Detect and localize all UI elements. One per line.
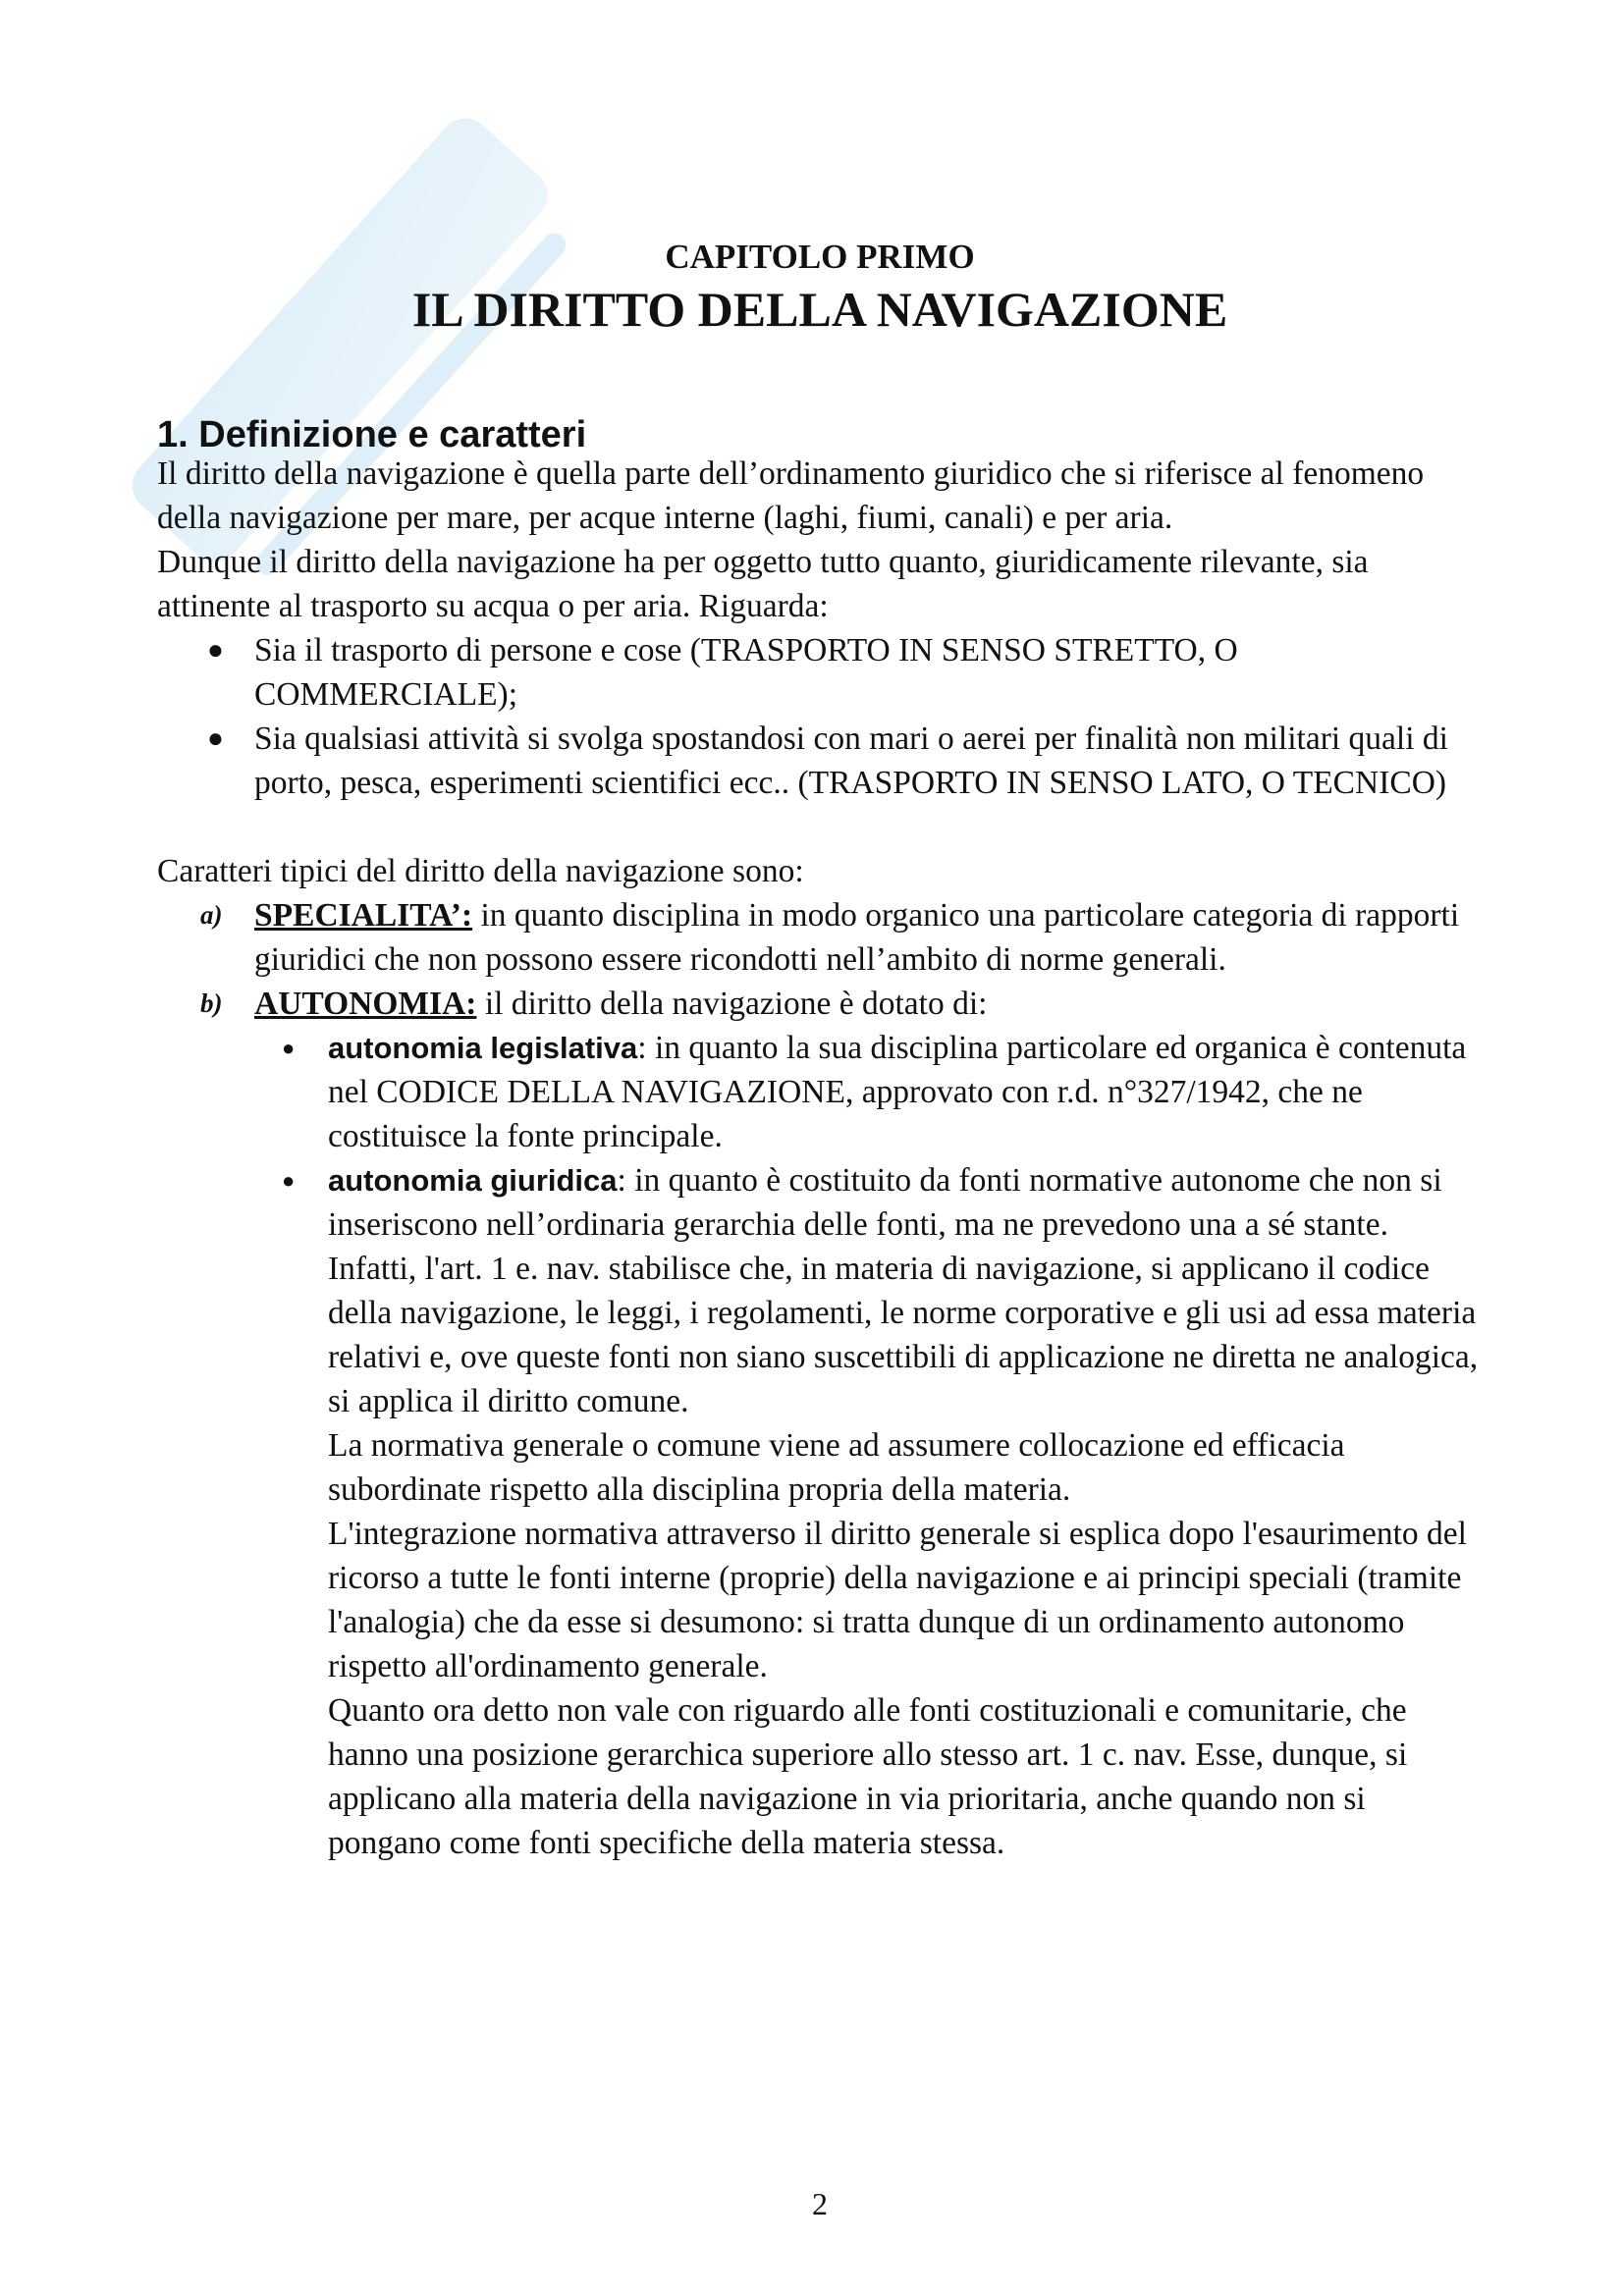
chapter-label: CAPITOLO PRIMO: [665, 238, 975, 276]
bullet-icon: ●: [282, 1036, 296, 1060]
list-item-text: Sia qualsiasi attività si svolga spostandosi con mari o aerei per finalità non militari quali di porto, pesca, esperimenti scientifici ecc.. (TRASPORTO IN SENSO LATO, O TECNICO): [254, 721, 1448, 801]
list-item: [207, 717, 1483, 805]
sub-text: : in quanto è costituito da fonti normative autonome che non si inseriscono nell’ordinaria gerarchia delle fonti, ma ne prevedono una a sé stante. Infatti, l'art. 1 e. nav. stabilisce che, in materia di navigazione, si applicano il codice della navigazione, le leggi, i regolamenti, le norme corporative e gli usi ad essa materia relativi e, ove queste fonti non siano suscettibili di applicazione ne diretta ne analogica, si applica il diritto comune.: [328, 1162, 1479, 1419]
document-body: [157, 452, 1483, 1865]
paragraph-spacer: [157, 805, 1483, 849]
transport-bullet-list: [157, 628, 1483, 805]
sub-paragraph: L'integrazione normativa attraverso il diritto generale si esplica dopo l'esaurimento del ricorso a tutte le fonti interne (proprie) della navigazione e ai principi speciali (tramite l'analogia) che da esse si desumono: si tratta dunque di un ordinamento autonomo rispetto all'ordinamento generale.: [328, 1516, 1467, 1684]
page-number: 2: [812, 2186, 828, 2221]
sub-item-legislativa: [282, 1026, 1483, 1158]
sub-term: autonomia legislativa: [328, 1031, 638, 1065]
object-paragraph: Dunque il diritto della navigazione ha per oggetto tutto quanto, giuridicamente rilevante, sia attinente al trasporto su acqua o per aria. Riguarda:: [157, 544, 1369, 624]
character-text: il diritto della navigazione è dotato di:: [476, 986, 988, 1022]
character-item-autonomia: [200, 982, 1483, 1865]
characters-list: [157, 893, 1483, 1865]
character-item-specialita: [200, 893, 1483, 982]
bullet-icon: ●: [207, 723, 224, 754]
character-term: SPECIALITA’:: [254, 897, 473, 934]
section-heading: 1. Definizione e caratteri: [157, 414, 587, 455]
autonomy-sub-list: [254, 1026, 1483, 1865]
sub-item-giuridica: [282, 1158, 1483, 1865]
list-marker: b): [200, 988, 223, 1018]
list-item-text: Sia il trasporto di persone e cose (TRASPORTO IN SENSO STRETTO, O COMMERCIALE);: [254, 632, 1238, 713]
list-item: [207, 628, 1483, 717]
sub-term: autonomia giuridica: [328, 1163, 618, 1198]
character-term: AUTONOMIA:: [254, 986, 477, 1022]
document-page: [157, 0, 1483, 2296]
sub-paragraph: La normativa generale o comune viene ad assumere collocazione ed efficacia subordinate rispetto alla disciplina propria della materia.: [328, 1427, 1345, 1508]
bullet-icon: ●: [282, 1168, 296, 1193]
list-marker: a): [200, 900, 223, 930]
sub-text: : in quanto la sua disciplina particolare ed organica è contenuta nel CODICE DELLA NAVIGAZIONE, approvato con r.d. n°327/1942, che ne costituisce la fonte principale.: [328, 1030, 1467, 1154]
chapter-title: IL DIRITTO DELLA NAVIGAZIONE: [411, 282, 1228, 337]
characters-intro: Caratteri tipici del diritto della navigazione sono:: [157, 853, 804, 889]
bullet-icon: ●: [207, 635, 224, 666]
sub-paragraph: Quanto ora detto non vale con riguardo alle fonti costituzionali e comunitarie, che hanno una posizione gerarchica superiore allo stesso art. 1 c. nav. Esse, dunque, si applicano alla materia della navigazione in via prioritaria, anche quando non si pongano come fonti specifiche della materia stessa.: [328, 1692, 1408, 1861]
definition-paragraph: Il diritto della navigazione è quella parte dell’ordinamento giuridico che si riferisce al fenomeno della navigazione per mare, per acque interne (laghi, fiumi, canali) e per aria.: [157, 455, 1425, 536]
character-text: in quanto disciplina in modo organico una particolare categoria di rapporti giuridici che non possono essere ricondotti nell’ambito di norme generali.: [254, 897, 1460, 978]
